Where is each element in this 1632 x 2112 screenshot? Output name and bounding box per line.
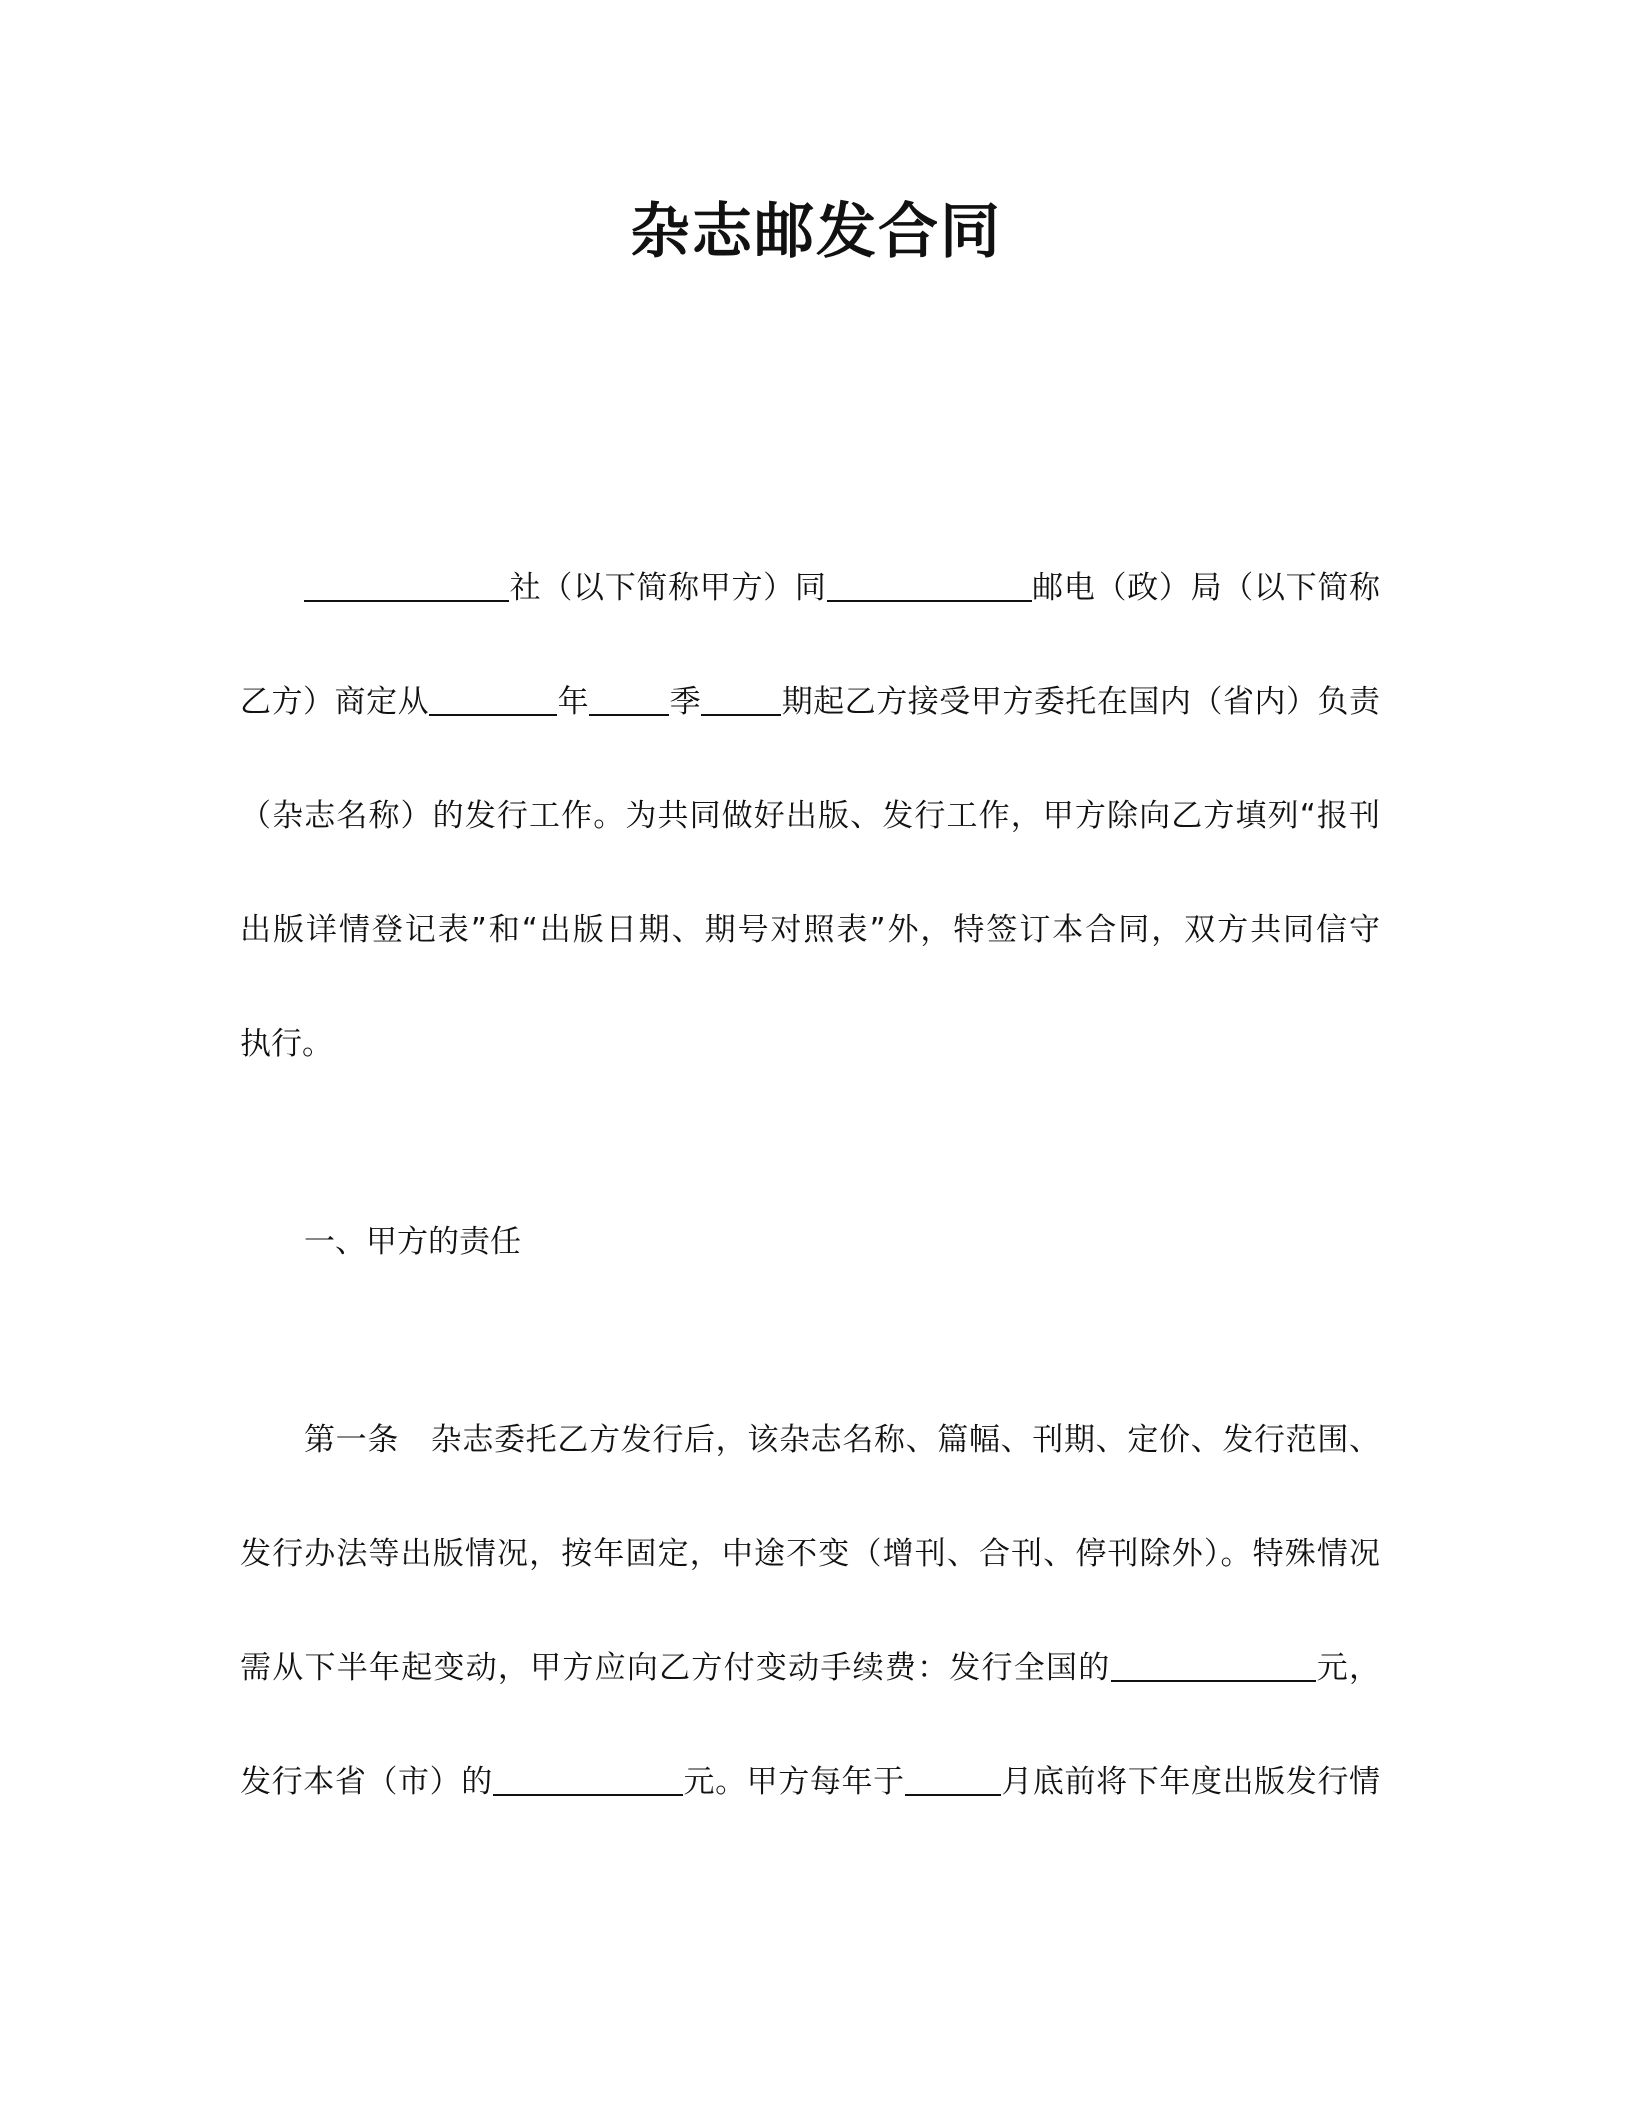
article1-line-4 [240, 1757, 1380, 1807]
intro-line-1 [240, 563, 1380, 613]
article1-text: 元， [1315, 1650, 1380, 1686]
intro-line-2 [240, 677, 1380, 727]
blank-month [905, 1763, 1001, 1796]
intro-text: 年 [557, 684, 590, 720]
blank-post-office-name [827, 569, 1032, 602]
intro-line-3: （杂志名称）的发行工作。为共同做好出版、发行工作，甲方除向乙方填列“报刊 [240, 798, 1380, 834]
article1-text: 元。甲方每年于 [682, 1764, 905, 1800]
article1-line-2: 发行办法等出版情况，按年固定，中途不变（增刊、合刊、停刊除外）。特殊情况 [240, 1536, 1380, 1572]
article1-line-3 [240, 1643, 1380, 1693]
intro-line-5: 执行。 [240, 1026, 333, 1062]
blank-provincial-fee [493, 1763, 683, 1796]
intro-text: 季 [669, 684, 702, 720]
blank-national-fee [1111, 1649, 1316, 1682]
article1-text: 发行本省（市）的 [240, 1764, 493, 1800]
blank-year [429, 683, 557, 716]
document-title: 杂志邮发合同 [630, 197, 1002, 267]
intro-text: 期起乙方接受甲方委托在国内（省内）负责 [781, 684, 1381, 720]
article1-line-1: 第一条 杂志委托乙方发行后，该杂志名称、篇幅、刊期、定价、发行范围、 [304, 1422, 1380, 1458]
blank-publisher-name [304, 569, 509, 602]
intro-text: 邮电（政）局（以下简称 [1031, 570, 1380, 606]
article1-text: 需从下半年起变动，甲方应向乙方付变动手续费：发行全国的 [240, 1650, 1111, 1686]
section-heading: 一、甲方的责任 [304, 1224, 521, 1260]
blank-issue [701, 683, 781, 716]
intro-text: 社（以下简称甲方）同 [509, 570, 827, 606]
intro-line-4: 出版详情登记表”和“出版日期、期号对照表”外，特签订本合同，双方共同信守 [240, 912, 1380, 948]
blank-season [589, 683, 669, 716]
article1-text: 月底前将下年度出版发行情 [1000, 1764, 1381, 1800]
intro-text: 乙方）商定从 [240, 684, 430, 720]
